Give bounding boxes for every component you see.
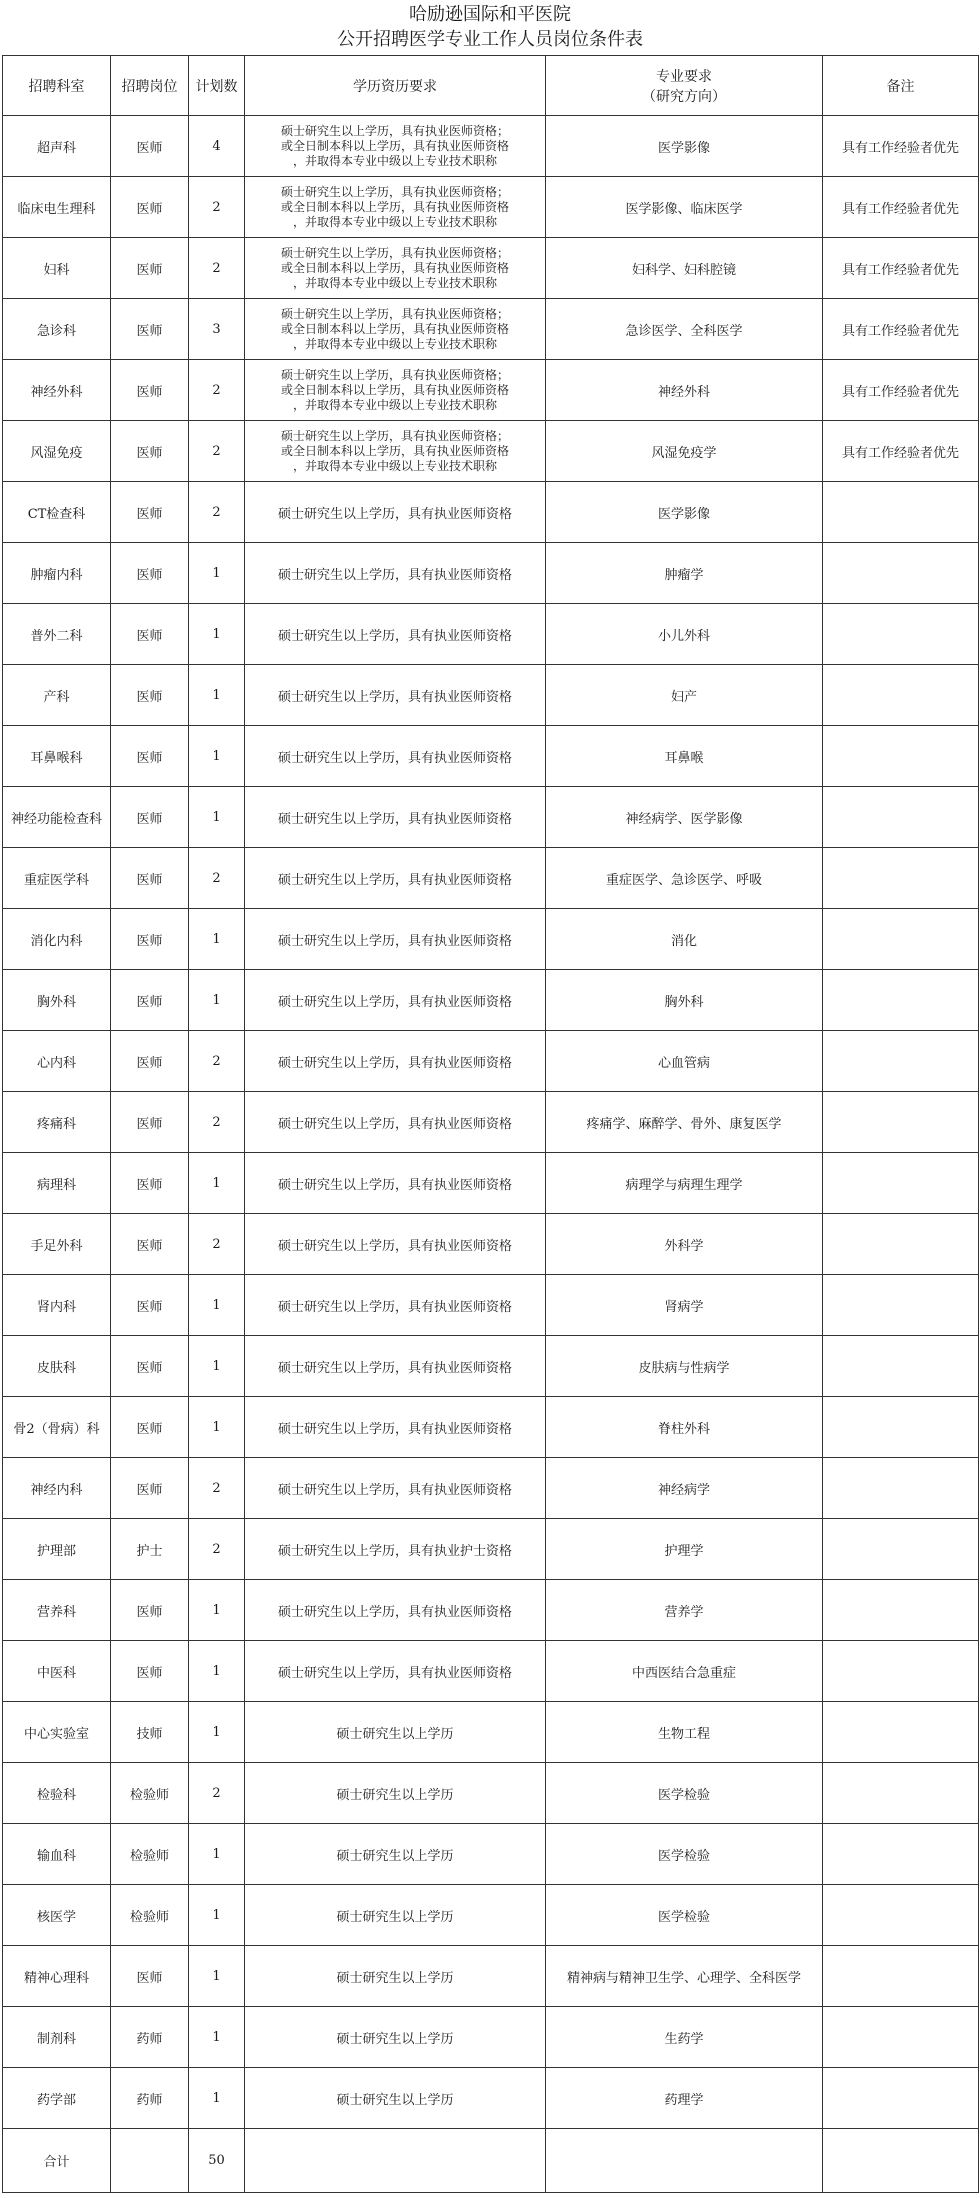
cell-count: 1: [189, 1153, 245, 1214]
header-major-line2: （研究方向）: [642, 88, 726, 105]
cell-major: 生物工程: [546, 1702, 823, 1763]
cell-post: 医师: [111, 909, 189, 970]
cell-dept: 手足外科: [3, 1214, 111, 1275]
cell-major: 小儿外科: [546, 604, 823, 665]
cell-note: [823, 1702, 979, 1763]
table-row: [3, 1275, 979, 1336]
cell-dept: 病理科: [3, 1153, 111, 1214]
cell-dept: 精神心理科: [3, 1946, 111, 2007]
cell-dept: 核医学: [3, 1885, 111, 1946]
cell-edu: 硕士研究生以上学历: [245, 1763, 546, 1824]
cell-major: 心血管病: [546, 1031, 823, 1092]
edu-requirement-line2: 或全日制本科以上学历，具有执业医师资格: [280, 382, 509, 397]
cell-major: 营养学: [546, 1580, 823, 1641]
cell-note: [823, 665, 979, 726]
cell-edu: 硕士研究生以上学历: [245, 1885, 546, 1946]
cell-post: 医师: [111, 116, 189, 177]
table-row: [3, 970, 979, 1031]
cell-count: 2: [189, 1031, 245, 1092]
cell-edu: 硕士研究生以上学历，具有执业医师资格: [245, 1336, 546, 1397]
cell-count: 1: [189, 665, 245, 726]
edu-requirement-line1: 硕士研究生以上学历，具有执业医师资格；: [280, 367, 509, 382]
cell-note: 具有工作经验者优先: [823, 421, 979, 482]
table-row: [3, 665, 979, 726]
cell-count: 1: [189, 909, 245, 970]
title-hospital-name: 哈励逊国际和平医院: [409, 4, 571, 25]
cell-edu: 硕士研究生以上学历: [245, 1946, 546, 2007]
table-row: [3, 787, 979, 848]
title-table-name: 公开招聘医学专业工作人员岗位条件表: [337, 29, 643, 50]
cell-post: 医师: [111, 360, 189, 421]
table-row: [3, 543, 979, 604]
cell-major: 医学检验: [546, 1824, 823, 1885]
cell-note: [823, 482, 979, 543]
cell-dept: 肿瘤内科: [3, 543, 111, 604]
cell-major: 消化: [546, 909, 823, 970]
header-post: 招聘岗位: [111, 56, 189, 116]
cell-note: [823, 1214, 979, 1275]
cell-post: 医师: [111, 970, 189, 1031]
table-row: [3, 909, 979, 970]
cell-dept: 中医科: [3, 1641, 111, 1702]
cell-post: 检验师: [111, 1763, 189, 1824]
cell-major: 肾病学: [546, 1275, 823, 1336]
cell-post: 药师: [111, 2007, 189, 2068]
table-row: [3, 360, 979, 421]
cell-dept: 普外二科: [3, 604, 111, 665]
cell-edu: [245, 238, 546, 299]
edu-requirement-line3: ，并取得本专业中级以上专业技术职称: [292, 336, 497, 351]
cell-count: 1: [189, 1397, 245, 1458]
cell-count: 1: [189, 1946, 245, 2007]
cell-post: 检验师: [111, 1885, 189, 1946]
table-row: [3, 1763, 979, 1824]
header-row: [3, 56, 979, 116]
cell-count: 2: [189, 360, 245, 421]
cell-edu: 硕士研究生以上学历: [245, 2068, 546, 2129]
cell-note: [823, 848, 979, 909]
cell-dept: 重症医学科: [3, 848, 111, 909]
edu-requirement-line3: ，并取得本专业中级以上专业技术职称: [292, 275, 497, 290]
cell-major: 皮肤病与性病学: [546, 1336, 823, 1397]
edu-requirement-line2: 或全日制本科以上学历，具有执业医师资格: [280, 199, 509, 214]
cell-dept: 临床电生理科: [3, 177, 111, 238]
cell-count: 1: [189, 1275, 245, 1336]
cell-post: 医师: [111, 604, 189, 665]
cell-edu: 硕士研究生以上学历，具有执业医师资格: [245, 1092, 546, 1153]
total-count: 50: [189, 2129, 245, 2193]
cell-edu: 硕士研究生以上学历，具有执业医师资格: [245, 1214, 546, 1275]
cell-edu: [245, 177, 546, 238]
edu-requirement-line2: 或全日制本科以上学历，具有执业医师资格: [280, 321, 509, 336]
cell-dept: 护理部: [3, 1519, 111, 1580]
cell-dept: CT检查科: [3, 482, 111, 543]
cell-major: 护理学: [546, 1519, 823, 1580]
cell-note: [823, 1458, 979, 1519]
cell-major: 医学检验: [546, 1885, 823, 1946]
cell-major: 药理学: [546, 2068, 823, 2129]
cell-major: 医学影像、临床医学: [546, 177, 823, 238]
cell-post: 医师: [111, 848, 189, 909]
edu-requirement-line2: 或全日制本科以上学历，具有执业医师资格: [280, 260, 509, 275]
table-row: [3, 2068, 979, 2129]
cell-major: 急诊医学、全科医学: [546, 299, 823, 360]
cell-note: [823, 726, 979, 787]
total-row: [3, 2129, 979, 2193]
table-body: [3, 116, 979, 2193]
cell-major: 神经病学: [546, 1458, 823, 1519]
cell-edu: 硕士研究生以上学历，具有执业医师资格: [245, 1031, 546, 1092]
cell-count: 1: [189, 1580, 245, 1641]
total-label: 合计: [3, 2129, 111, 2193]
cell-post: 医师: [111, 1641, 189, 1702]
document-title: [0, 0, 980, 55]
cell-post: 医师: [111, 1580, 189, 1641]
cell-edu: 硕士研究生以上学历，具有执业医师资格: [245, 1397, 546, 1458]
cell-major: 精神病与精神卫生学、心理学、全科医学: [546, 1946, 823, 2007]
cell-count: 2: [189, 1763, 245, 1824]
cell-major: 中西医结合急重症: [546, 1641, 823, 1702]
cell-post: 医师: [111, 787, 189, 848]
cell-note: [823, 787, 979, 848]
cell-count: 2: [189, 421, 245, 482]
table-row: [3, 1702, 979, 1763]
cell-major: 病理学与病理生理学: [546, 1153, 823, 1214]
cell-major: 外科学: [546, 1214, 823, 1275]
edu-requirement-line1: 硕士研究生以上学历，具有执业医师资格；: [280, 184, 509, 199]
cell-major: 风湿免疫学: [546, 421, 823, 482]
cell-count: 1: [189, 2007, 245, 2068]
cell-dept: 输血科: [3, 1824, 111, 1885]
table-row: [3, 482, 979, 543]
total-post: [111, 2129, 189, 2193]
table-header: [3, 56, 979, 116]
cell-note: 具有工作经验者优先: [823, 238, 979, 299]
header-major-line1: 专业要求: [656, 68, 712, 85]
cell-edu: 硕士研究生以上学历，具有执业医师资格: [245, 604, 546, 665]
table-row: [3, 177, 979, 238]
cell-count: 1: [189, 1641, 245, 1702]
cell-dept: 中心实验室: [3, 1702, 111, 1763]
cell-edu: 硕士研究生以上学历，具有执业医师资格: [245, 482, 546, 543]
cell-post: 医师: [111, 1397, 189, 1458]
cell-count: 2: [189, 1092, 245, 1153]
cell-note: [823, 1885, 979, 1946]
cell-post: 医师: [111, 1031, 189, 1092]
cell-count: 3: [189, 299, 245, 360]
cell-major: 肿瘤学: [546, 543, 823, 604]
cell-post: 医师: [111, 421, 189, 482]
edu-requirement-line1: 硕士研究生以上学历，具有执业医师资格；: [280, 123, 509, 138]
cell-dept: 急诊科: [3, 299, 111, 360]
cell-edu: 硕士研究生以上学历: [245, 1824, 546, 1885]
total-edu: [245, 2129, 546, 2193]
cell-edu: 硕士研究生以上学历，具有执业医师资格: [245, 970, 546, 1031]
cell-dept: 皮肤科: [3, 1336, 111, 1397]
cell-major: 重症医学、急诊医学、呼吸: [546, 848, 823, 909]
cell-post: 医师: [111, 543, 189, 604]
cell-edu: 硕士研究生以上学历，具有执业医师资格: [245, 1580, 546, 1641]
cell-edu: [245, 116, 546, 177]
cell-note: 具有工作经验者优先: [823, 116, 979, 177]
cell-count: 2: [189, 177, 245, 238]
cell-edu: 硕士研究生以上学历，具有执业医师资格: [245, 1641, 546, 1702]
cell-major: 脊柱外科: [546, 1397, 823, 1458]
cell-edu: 硕士研究生以上学历，具有执业医师资格: [245, 726, 546, 787]
cell-edu: 硕士研究生以上学历，具有执业医师资格: [245, 1153, 546, 1214]
cell-count: 1: [189, 970, 245, 1031]
cell-note: [823, 543, 979, 604]
edu-requirement-line1: 硕士研究生以上学历，具有执业医师资格；: [280, 306, 509, 321]
cell-dept: 骨2（骨病）科: [3, 1397, 111, 1458]
cell-major: 神经病学、医学影像: [546, 787, 823, 848]
table-row: [3, 1336, 979, 1397]
cell-count: 1: [189, 1824, 245, 1885]
cell-post: 医师: [111, 665, 189, 726]
cell-post: 医师: [111, 726, 189, 787]
cell-edu: 硕士研究生以上学历，具有执业医师资格: [245, 1458, 546, 1519]
cell-dept: 超声科: [3, 116, 111, 177]
cell-dept: 检验科: [3, 1763, 111, 1824]
cell-post: 医师: [111, 1458, 189, 1519]
cell-edu: 硕士研究生以上学历，具有执业医师资格: [245, 787, 546, 848]
cell-note: [823, 909, 979, 970]
cell-post: 医师: [111, 1946, 189, 2007]
cell-dept: 耳鼻喉科: [3, 726, 111, 787]
cell-count: 4: [189, 116, 245, 177]
cell-post: 医师: [111, 1275, 189, 1336]
table-row: [3, 1031, 979, 1092]
cell-note: [823, 970, 979, 1031]
cell-note: [823, 1275, 979, 1336]
cell-note: 具有工作经验者优先: [823, 177, 979, 238]
cell-dept: 制剂科: [3, 2007, 111, 2068]
cell-post: 医师: [111, 1092, 189, 1153]
cell-note: [823, 2068, 979, 2129]
cell-major: 妇产: [546, 665, 823, 726]
cell-edu: [245, 299, 546, 360]
cell-note: [823, 1092, 979, 1153]
table-row: [3, 1214, 979, 1275]
cell-note: [823, 1397, 979, 1458]
header-dept: 招聘科室: [3, 56, 111, 116]
table-row: [3, 1824, 979, 1885]
cell-note: [823, 1031, 979, 1092]
cell-edu: 硕士研究生以上学历，具有执业医师资格: [245, 1275, 546, 1336]
table-row: [3, 604, 979, 665]
cell-post: 医师: [111, 1214, 189, 1275]
cell-note: [823, 2007, 979, 2068]
cell-post: 医师: [111, 1336, 189, 1397]
total-major: [546, 2129, 823, 2193]
table-row: [3, 1946, 979, 2007]
cell-dept: 药学部: [3, 2068, 111, 2129]
header-note: 备注: [823, 56, 979, 116]
cell-edu: 硕士研究生以上学历，具有执业护士资格: [245, 1519, 546, 1580]
cell-count: 2: [189, 1519, 245, 1580]
cell-dept: 神经外科: [3, 360, 111, 421]
cell-dept: 肾内科: [3, 1275, 111, 1336]
cell-post: 医师: [111, 299, 189, 360]
edu-requirement-line2: 或全日制本科以上学历，具有执业医师资格: [280, 443, 509, 458]
table-row: [3, 238, 979, 299]
cell-dept: 疼痛科: [3, 1092, 111, 1153]
cell-major: 疼痛学、麻醉学、骨外、康复医学: [546, 1092, 823, 1153]
table-row: [3, 1519, 979, 1580]
cell-post: 技师: [111, 1702, 189, 1763]
header-edu: 学历资历要求: [245, 56, 546, 116]
table-row: [3, 1641, 979, 1702]
recruitment-table: [2, 55, 979, 2193]
cell-edu: [245, 360, 546, 421]
cell-note: [823, 1153, 979, 1214]
cell-major: 医学影像: [546, 482, 823, 543]
table-row: [3, 421, 979, 482]
cell-edu: 硕士研究生以上学历，具有执业医师资格: [245, 848, 546, 909]
cell-count: 2: [189, 1214, 245, 1275]
cell-post: 医师: [111, 1153, 189, 1214]
cell-post: 医师: [111, 238, 189, 299]
cell-count: 1: [189, 726, 245, 787]
edu-requirement-line1: 硕士研究生以上学历，具有执业医师资格；: [280, 245, 509, 260]
cell-dept: 胸外科: [3, 970, 111, 1031]
cell-edu: 硕士研究生以上学历: [245, 2007, 546, 2068]
cell-dept: 消化内科: [3, 909, 111, 970]
cell-major: 医学影像: [546, 116, 823, 177]
cell-count: 1: [189, 543, 245, 604]
cell-edu: 硕士研究生以上学历: [245, 1702, 546, 1763]
cell-dept: 风湿免疫: [3, 421, 111, 482]
cell-major: 神经外科: [546, 360, 823, 421]
cell-edu: [245, 421, 546, 482]
edu-requirement-line3: ，并取得本专业中级以上专业技术职称: [292, 397, 497, 412]
cell-note: [823, 1946, 979, 2007]
cell-major: 胸外科: [546, 970, 823, 1031]
cell-count: 2: [189, 238, 245, 299]
cell-dept: 心内科: [3, 1031, 111, 1092]
cell-note: [823, 604, 979, 665]
table-row: [3, 299, 979, 360]
cell-note: [823, 1519, 979, 1580]
table-row: [3, 2007, 979, 2068]
cell-edu: 硕士研究生以上学历，具有执业医师资格: [245, 543, 546, 604]
edu-requirement-line3: ，并取得本专业中级以上专业技术职称: [292, 214, 497, 229]
cell-count: 2: [189, 482, 245, 543]
edu-requirement-line3: ，并取得本专业中级以上专业技术职称: [292, 458, 497, 473]
edu-requirement-line1: 硕士研究生以上学历，具有执业医师资格；: [280, 428, 509, 443]
cell-note: [823, 1641, 979, 1702]
cell-note: [823, 1824, 979, 1885]
cell-count: 1: [189, 1336, 245, 1397]
header-major: [546, 56, 823, 116]
cell-note: [823, 1580, 979, 1641]
table-row: [3, 1092, 979, 1153]
cell-major: 妇科学、妇科腔镜: [546, 238, 823, 299]
cell-count: 1: [189, 787, 245, 848]
cell-count: 2: [189, 1458, 245, 1519]
cell-post: 检验师: [111, 1824, 189, 1885]
cell-note: 具有工作经验者优先: [823, 299, 979, 360]
cell-major: 医学检验: [546, 1763, 823, 1824]
cell-post: 护士: [111, 1519, 189, 1580]
cell-count: 1: [189, 604, 245, 665]
cell-note: [823, 1763, 979, 1824]
table-row: [3, 726, 979, 787]
cell-dept: 营养科: [3, 1580, 111, 1641]
table-row: [3, 1153, 979, 1214]
total-note: [823, 2129, 979, 2193]
cell-dept: 神经内科: [3, 1458, 111, 1519]
edu-requirement-line3: ，并取得本专业中级以上专业技术职称: [292, 153, 497, 168]
table-row: [3, 848, 979, 909]
cell-note: [823, 1336, 979, 1397]
table-row: [3, 1458, 979, 1519]
cell-dept: 妇科: [3, 238, 111, 299]
cell-major: 生药学: [546, 2007, 823, 2068]
cell-post: 医师: [111, 177, 189, 238]
cell-dept: 产科: [3, 665, 111, 726]
table-row: [3, 116, 979, 177]
cell-count: 2: [189, 848, 245, 909]
cell-dept: 神经功能检查科: [3, 787, 111, 848]
cell-major: 耳鼻喉: [546, 726, 823, 787]
cell-edu: 硕士研究生以上学历，具有执业医师资格: [245, 665, 546, 726]
table-row: [3, 1580, 979, 1641]
edu-requirement-line2: 或全日制本科以上学历，具有执业医师资格: [280, 138, 509, 153]
header-count: 计划数: [189, 56, 245, 116]
cell-count: 1: [189, 2068, 245, 2129]
cell-post: 医师: [111, 482, 189, 543]
cell-count: 1: [189, 1702, 245, 1763]
cell-post: 药师: [111, 2068, 189, 2129]
cell-count: 1: [189, 1885, 245, 1946]
cell-note: 具有工作经验者优先: [823, 360, 979, 421]
table-row: [3, 1397, 979, 1458]
table-row: [3, 1885, 979, 1946]
cell-edu: 硕士研究生以上学历，具有执业医师资格: [245, 909, 546, 970]
